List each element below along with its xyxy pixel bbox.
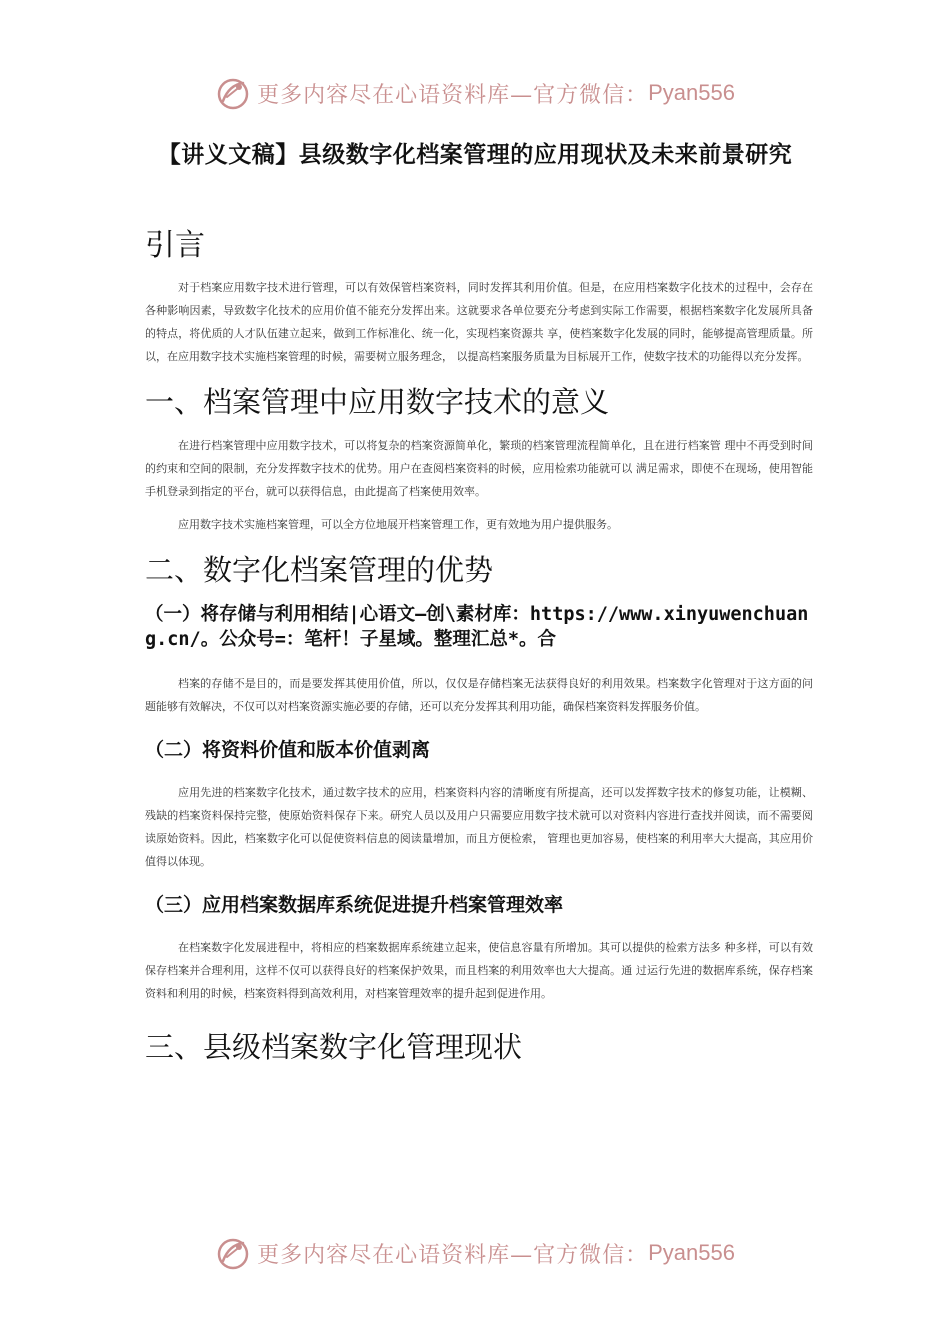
footer-banner	[0, 1228, 950, 1278]
intro-paragraph: 对于档案应用数字技术进行管理，可以有效保管档案资料，同时发挥其利用价值。但是，在应用档案数字化技术的过程中，会存在各种影响因素，导致数字化技术的应用价值不能充分发挥出来。这就要求各单位要充分考虑到实际工作需要，根据档案数字化发展所具备的特点，将优质的人才队伍建立起来，做到工作标准化、统一化，实现档案资源共 享，使档案数字化发展的同时，能够提高管理质量。所以，在应用数字技术实施档案管理的时候，需要树立服务理念， 以提高档案服务质量为目标展开工作，使数字技术的功能得以充分发挥。	[145, 281, 813, 363]
section-heading-intro: 引言	[145, 228, 205, 263]
section-heading-1: 一、档案管理中应用数字技术的意义	[145, 385, 610, 419]
brand-logo-icon	[215, 1235, 251, 1271]
section-1-paragraph-1: 在进行档案管理中应用数字技术，可以将复杂的档案资源简单化，繁琐的档案管理流程简单化，且在进行档案管 理中不再受到时间的约束和空间的限制，充分发挥数字技术的优势。用户在查阅档案资料的时候，应用检索功能就可以 满足需求，即使不在现场，使用智能手机登录到指定的平台，就可以获得信息，由此提高了档案使用效率。	[145, 439, 813, 498]
banner-text: 更多内容尽在心语资料库—官方微信：	[257, 1242, 649, 1268]
header-banner	[0, 68, 950, 118]
brand-logo-icon	[215, 75, 251, 111]
subsection-2-2-paragraph: 应用先进的档案数字化技术，通过数字技术的应用，档案资料内容的清晰度有所提高，还可以发挥数字技术的修复功能，让模糊、残缺的档案资料保持完整，使原始资料保存下来。研究人员以及用户只需要应用数字技术就可以对资料内容进行查找并阅读，而不需要阅读原始资料。因此，档案数字化可以促使资料信息的阅读量增加，而且方便检索， 管理也更加容易，使档案的利用率大大提高，其应用价值得以体现。	[145, 786, 813, 868]
document-title: 【讲义文稿】县级数字化档案管理的应用现状及未来前景研究	[157, 142, 793, 168]
banner-wechat-id: Pyan556	[648, 80, 735, 105]
section-heading-3: 三、县级档案数字化管理现状	[145, 1030, 523, 1064]
subsection-2-1-paragraph: 档案的存储不是目的，而是要发挥其使用价值，所以，仅仅是存储档案无法获得良好的利用效果。档案数字化管理对于这方面的问题能够有效解决，不仅可以对档案资源实施必要的存储，还可以充分发挥其利用功能，确保档案资料发挥服务价值。	[145, 677, 813, 713]
section-1-paragraph-2: 应用数字技术实施档案管理，可以全方位地展开档案管理工作，更有效地为用户提供服务。	[178, 518, 618, 531]
subsection-2-3-paragraph: 在档案数字化发展进程中，将相应的档案数据库系统建立起来，使信息容量有所增加。其可以提供的检索方法多 种多样，可以有效保存档案并合理利用，这样不仅可以获得良好的档案保护效果，而且档案的利用效率也大大提高。通 过运行先进的数据库系统，保存档案资料和利用的时候，档案资料得到高效利用，对档案管理效率的提升起到促进作用。	[145, 941, 813, 1000]
document-body	[145, 226, 813, 1067]
banner-text: 更多内容尽在心语资料库—官方微信：	[257, 82, 649, 108]
subsection-heading-2-3: （三）应用档案数据库系统促进提升档案管理效率	[145, 894, 564, 916]
section-heading-2: 二、数字化档案管理的优势	[145, 553, 494, 587]
subsection-heading-2-2: （二）将资料价值和版本价值剥离	[145, 739, 431, 761]
subsection-heading-2-1: （一）将存储与利用相结|心语文—创\素材库：https://www.xinyuwenchuang.cn/。公众号=：笔杆！子星域。整理汇总*。合	[145, 604, 809, 650]
banner-wechat-id: Pyan556	[648, 1240, 735, 1265]
